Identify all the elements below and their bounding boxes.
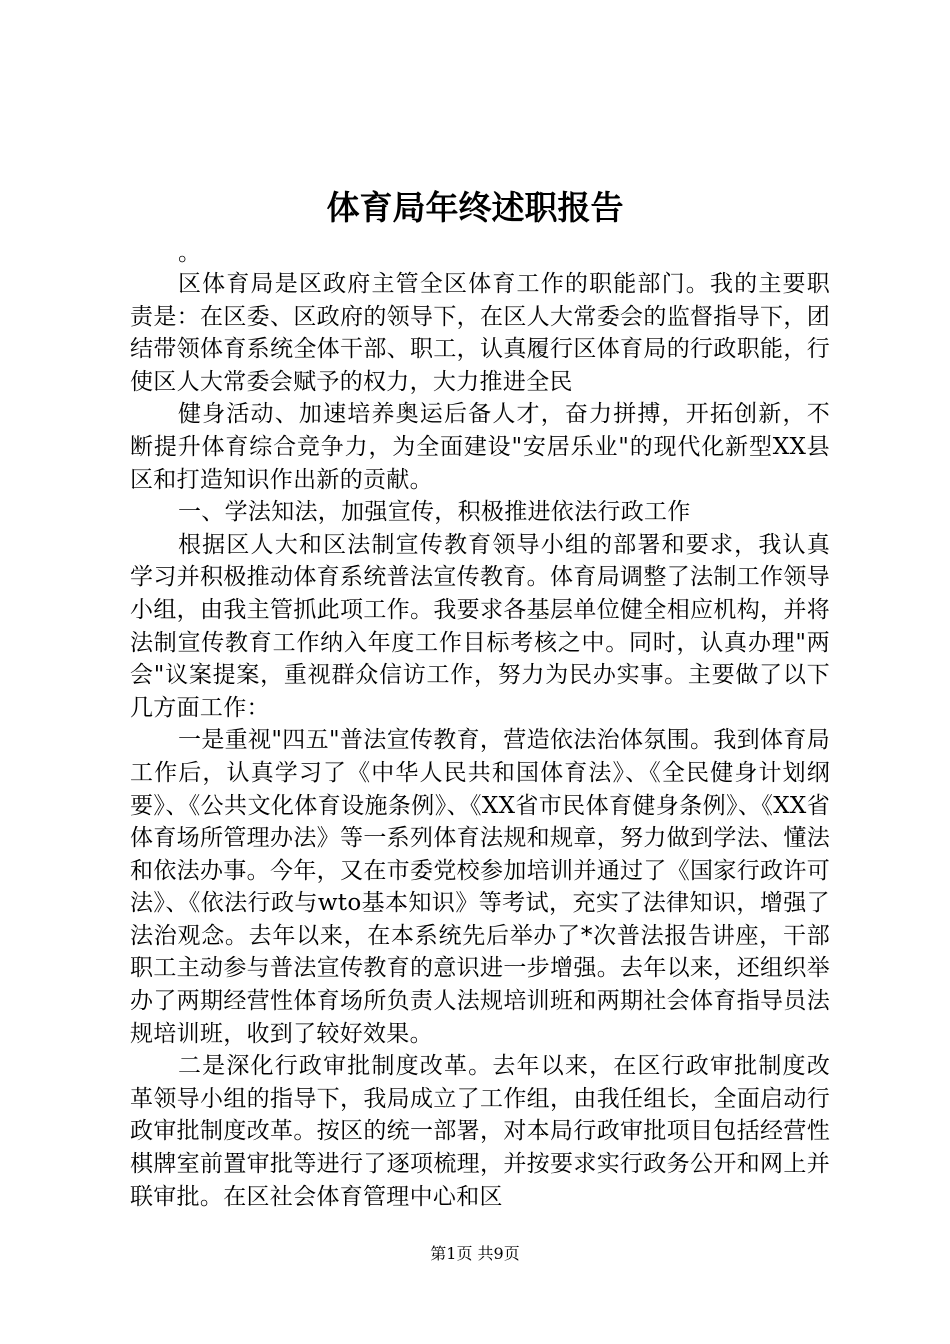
document-title: 体育局年终述职报告 — [326, 188, 624, 227]
paragraph-goals: 健身活动、加速培养奥运后备人才，奋力拼搏，开拓创新，不断提升体育综合竞争力，为全面建设"安居乐业"的现代化新型XX县区和打造知识作出新的贡献。 — [130, 401, 830, 493]
paragraph-point-1: 一是重视"四五"普法宣传教育，营造依法治体氛围。我到体育局工作后，认真学习了《中华人民共和国体育法》、《全民健身计划纲要》、《公共文化体育设施条例》、《XX省市民体育健身条例》、《XX省体育场所管理办法》等一系列体育法规和规章，努力做到学法、懂法和依法办事。今年，又在市委党校参加培训并通过了《国家行政许可法》、《依法行政与wto基本知识》等考试，充实了法律知识，增强了法治观念。去年以来，在本系统先后举办了*次普法报告讲座，干部职工主动参与普法宣传教育的意识进一步增强。去年以来，还组织举办了两期经营性体育场所负责人法规培训班和两期社会体育指导员法规培训班，收到了较好效果。 — [130, 727, 830, 1047]
paragraph-legal-education: 根据区人大和区法制宣传教育领导小组的部署和要求，我认真学习并积极推动体育系统普法宣传教育。体育局调整了法制工作领导小组，由我主管抓此项工作。我要求各基层单位健全相应机构，并将法制宣传教育工作纳入年度工作目标考核之中。同时，认真办理"两会"议案提案，重视群众信访工作，努力为民办实事。主要做了以下几方面工作： — [130, 531, 830, 721]
paragraph-intro-mark: 。 — [178, 240, 202, 266]
page-number-footer: 第1页 共9页 — [430, 1244, 520, 1263]
paragraph-point-2: 二是深化行政审批制度改革。去年以来，在区行政审批制度改革领导小组的指导下，我局成立了工作组，由我任组长，全面启动行政审批制度改革。按区的统一部署，对本局行政审批项目包括经营性棋牌室前置审批等进行了逐项梳理，并按要求实行政务公开和网上并联审批。在区社会体育管理中心和区 — [130, 1053, 830, 1210]
document-body — [130, 238, 830, 1213]
paragraph-responsibilities: 区体育局是区政府主管全区体育工作的职能部门。我的主要职责是：在区委、区政府的领导下，在区人大常委会的监督指导下，团结带领体育系统全体干部、职工，认真履行区体育局的行政职能，行使区人大常委会赋予的权力，大力推进全民 — [130, 271, 830, 395]
section-heading-1: 一、学法知法，加强宣传，积极推进依法行政工作 — [178, 499, 691, 526]
